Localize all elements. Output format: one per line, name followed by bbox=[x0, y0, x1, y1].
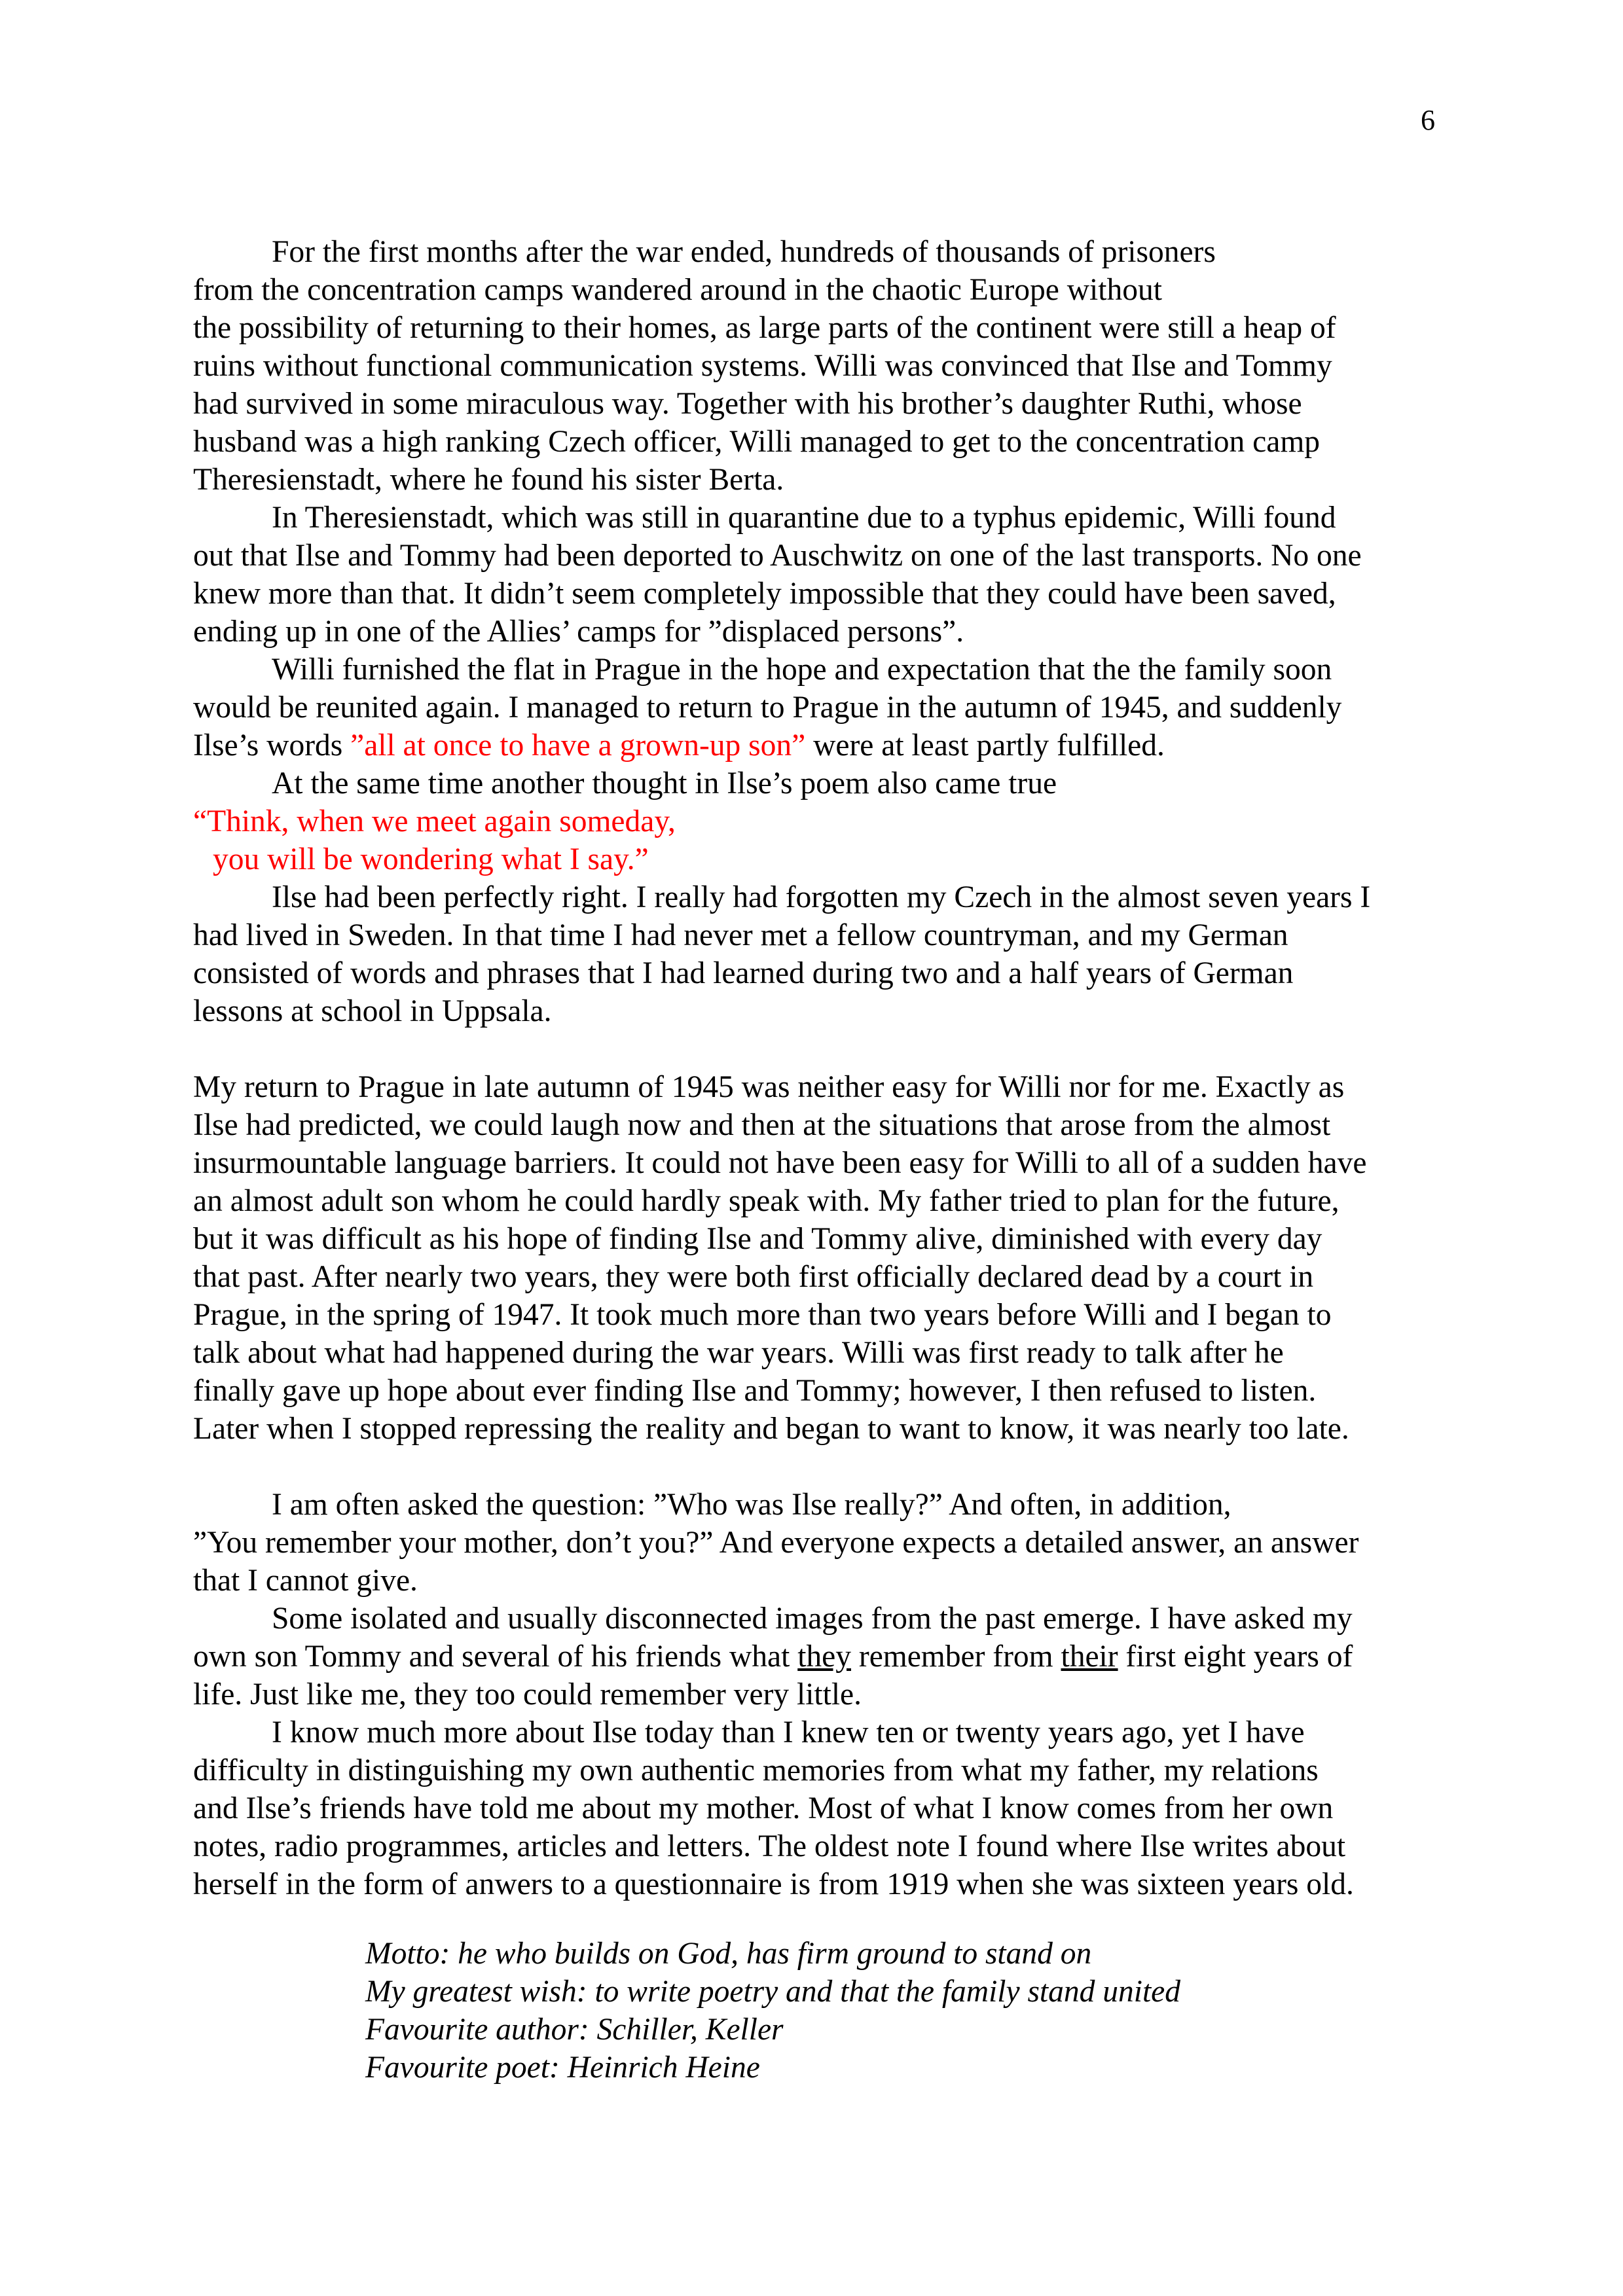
motto-line: Motto: he who builds on God, has firm ground to stand on bbox=[365, 1937, 1092, 1971]
wish-line: My greatest wish: to write poetry and that the family stand united bbox=[365, 1975, 1180, 2009]
text-line: insurmountable language barriers. It could not have been easy for Willi to all of a sudden have bbox=[193, 1146, 1367, 1180]
text-fragment: were at least partly fulfilled. bbox=[805, 728, 1165, 762]
text-line: that I cannot give. bbox=[193, 1564, 418, 1598]
text-line bbox=[193, 1638, 1457, 1676]
text-line: At the same time another thought in Ilse’s poem also came true bbox=[272, 766, 1057, 800]
text-line: Ilse had been perfectly right. I really had forgotten my Czech in the almost seven years I bbox=[272, 880, 1371, 914]
text-line: knew more than that. It didn’t seem completely impossible that they could have been saved, bbox=[193, 577, 1336, 611]
text-line: difficulty in distinguishing my own authentic memories from what my father, my relations bbox=[193, 1753, 1319, 1787]
text-line: Later when I stopped repressing the reality and began to want to know, it was nearly too late. bbox=[193, 1412, 1349, 1446]
text-line: Theresienstadt, where he found his sister Berta. bbox=[193, 463, 784, 497]
text-line: would be reunited again. I managed to return to Prague in the autumn of 1945, and suddenly bbox=[193, 691, 1342, 725]
text-line: out that Ilse and Tommy had been deported to Auschwitz on one of the last transports. No one bbox=[193, 539, 1362, 573]
text-line: had lived in Sweden. In that time I had never met a fellow countryman, and my German bbox=[193, 918, 1288, 952]
text-fragment: first eight years of bbox=[1118, 1640, 1353, 1674]
author-line: Favourite author: Schiller, Keller bbox=[365, 2013, 784, 2047]
body-text bbox=[193, 233, 1457, 1903]
text-line: ”You remember your mother, don’t you?” And everyone expects a detailed answer, an answer bbox=[193, 1526, 1359, 1560]
quote-fragment: ”all at once to have a grown-up son” bbox=[350, 728, 806, 762]
poem-line: “Think, when we meet again someday, bbox=[193, 804, 676, 838]
text-line: ruins without functional communication systems. Willi was convinced that Ilse and Tommy bbox=[193, 349, 1332, 383]
text-line: herself in the form of anwers to a questionnaire is from 1919 when she was sixteen years old. bbox=[193, 1867, 1354, 1901]
questionnaire-answers bbox=[365, 1935, 1180, 2087]
text-line: ending up in one of the Allies’ camps for ”displaced persons”. bbox=[193, 615, 964, 649]
paragraph-spacer bbox=[193, 1448, 1457, 1486]
text-line: finally gave up hope about ever finding Ilse and Tommy; however, I then refused to listen. bbox=[193, 1374, 1317, 1408]
text-fragment: remember from bbox=[851, 1640, 1061, 1674]
text-line: My return to Prague in late autumn of 1945 was neither easy for Willi nor for me. Exactly as bbox=[193, 1070, 1345, 1104]
page-number: 6 bbox=[1421, 104, 1435, 136]
text-line: that past. After nearly two years, they were both first officially declared dead by a court in bbox=[193, 1260, 1314, 1294]
text-line: an almost adult son whom he could hardly speak with. My father tried to plan for the future, bbox=[193, 1184, 1340, 1218]
paragraph-spacer bbox=[193, 1030, 1457, 1068]
text-line: had survived in some miraculous way. Together with his brother’s daughter Ruthi, whose bbox=[193, 387, 1302, 421]
text-line: consisted of words and phrases that I had learned during two and a half years of German bbox=[193, 956, 1294, 990]
text-line: life. Just like me, they too could remember very little. bbox=[193, 1677, 862, 1712]
text-line: from the concentration camps wandered around in the chaotic Europe without bbox=[193, 273, 1162, 307]
text-line: Prague, in the spring of 1947. It took much more than two years before Willi and I began to bbox=[193, 1298, 1332, 1332]
underlined-word: they bbox=[797, 1640, 851, 1674]
poem-line: you will be wondering what I say.” bbox=[213, 842, 649, 876]
text-line: I am often asked the question: ”Who was Ilse really?” And often, in addition, bbox=[272, 1488, 1231, 1522]
underlined-word: their bbox=[1061, 1640, 1118, 1674]
text-line: notes, radio programmes, articles and letters. The oldest note I found where Ilse writes about bbox=[193, 1829, 1346, 1863]
text-line: but it was difficult as his hope of finding Ilse and Tommy alive, diminished with every day bbox=[193, 1222, 1322, 1256]
text-line bbox=[193, 726, 1457, 764]
text-line: In Theresienstadt, which was still in quarantine due to a typhus epidemic, Willi found bbox=[272, 501, 1336, 535]
text-line: talk about what had happened during the war years. Willi was first ready to talk after he bbox=[193, 1336, 1284, 1370]
text-line: husband was a high ranking Czech officer, Willi managed to get to the concentration camp bbox=[193, 425, 1321, 459]
text-line: and Ilse’s friends have told me about my mother. Most of what I know comes from her own bbox=[193, 1791, 1334, 1825]
text-line: I know much more about Ilse today than I knew ten or twenty years ago, yet I have bbox=[272, 1715, 1305, 1749]
text-line: Some isolated and usually disconnected images from the past emerge. I have asked my bbox=[272, 1602, 1353, 1636]
text-fragment: own son Tommy and several of his friends what bbox=[193, 1640, 798, 1674]
text-line: the possibility of returning to their homes, as large parts of the continent were still a heap of bbox=[193, 311, 1336, 345]
text-line: For the first months after the war ended, hundreds of thousands of prisoners bbox=[272, 235, 1216, 269]
text-fragment: Ilse’s words bbox=[193, 728, 351, 762]
text-line: Ilse had predicted, we could laugh now and then at the situations that arose from the almost bbox=[193, 1108, 1331, 1142]
poet-line: Favourite poet: Heinrich Heine bbox=[365, 2051, 760, 2085]
text-line: lessons at school in Uppsala. bbox=[193, 994, 552, 1028]
text-line: Willi furnished the flat in Prague in the hope and expectation that the the family soon bbox=[272, 653, 1332, 687]
